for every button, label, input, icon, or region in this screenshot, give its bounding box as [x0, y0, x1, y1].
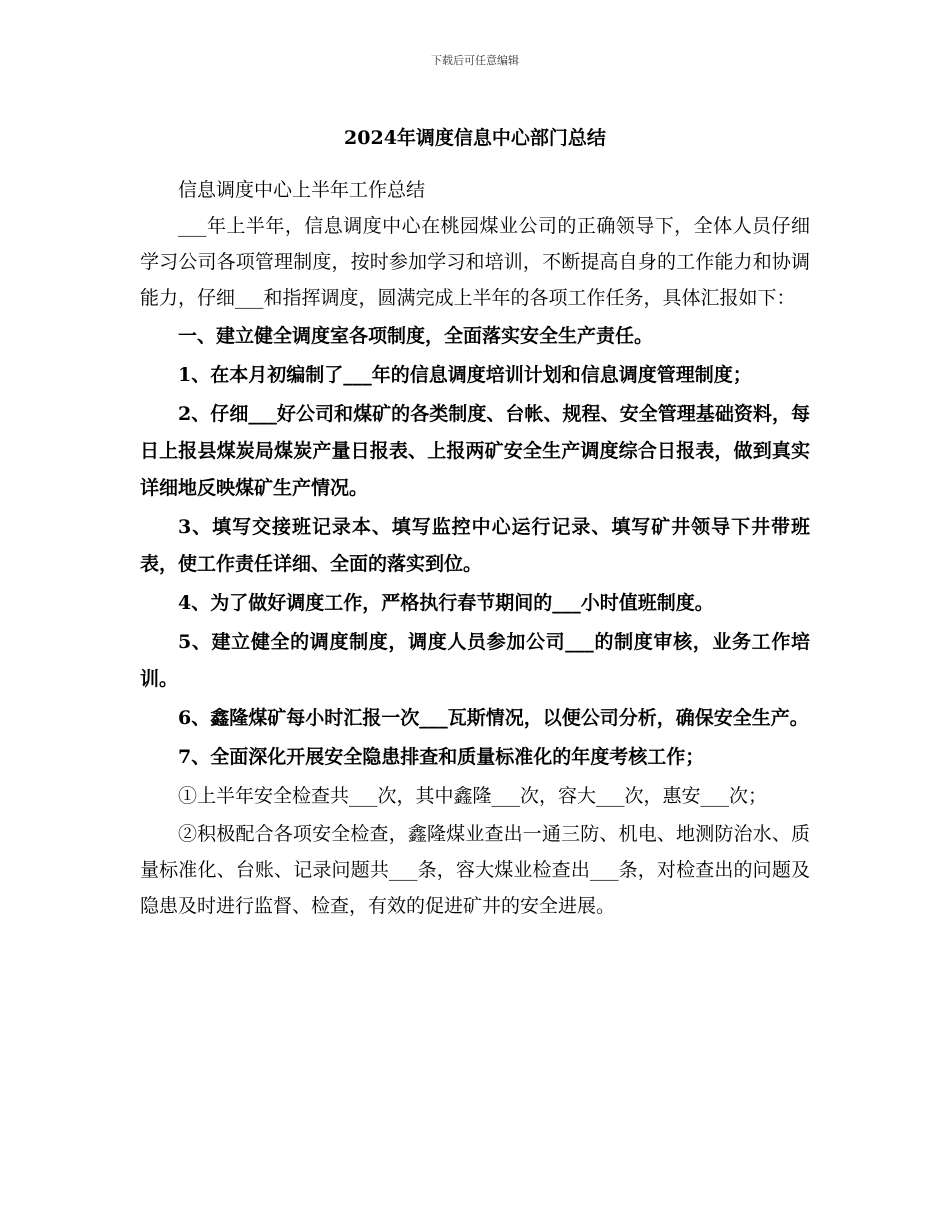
list-item-4: 4、为了做好调度工作，严格执行春节期间的___小时值班制度。 — [178, 592, 714, 614]
document-title: 2024年调度信息中心部门总结 — [344, 127, 606, 149]
page-header-note: 下载后可任意编辑 — [431, 54, 519, 67]
list-item-5: 5、建立健全的调度制度，调度人员参加公司___的制度审核，业务工作培训。 — [140, 631, 810, 690]
sub-item-2: ②积极配合各项安全检查，鑫隆煤业查出一通三防、机电、地测防治水、质量标准化、台账、记录问题共___条，容大煤业检查出___条，对检查出的问题及隐患及时进行监督、检查，有效的促进矿井的安全进展。 — [140, 823, 810, 917]
list-item-2: 2、仔细___好公司和煤矿的各类制度、台帐、规程、安全管理基础资料，每日上报县煤炭局煤炭产量日报表、上报两矿安全生产调度综合日报表，做到真实详细地反映煤矿生产情况。 — [140, 403, 810, 499]
section-subtitle: 信息调度中心上半年工作总结 — [178, 179, 426, 201]
list-item-3: 3、填写交接班记录本、填写监控中心运行记录、填写矿井领导下井带班表，使工作责任详细、全面的落实到位。 — [140, 516, 810, 575]
intro-paragraph: ___年上半年，信息调度中心在桃园煤业公司的正确领导下，全体人员仔细学习公司各项管理制度，按时参加学习和培训，不断提高自身的工作能力和协调能力，仔细___和指挥调度，圆满完成上半年的各项工作任务，具体汇报如下： — [140, 215, 810, 309]
list-item-6: 6、鑫隆煤矿每小时汇报一次___瓦斯情况，以便公司分析，确保安全生产。 — [178, 707, 809, 729]
section-heading-1: 一、建立健全调度室各项制度，全面落实安全生产责任。 — [178, 325, 654, 347]
list-item-7: 7、全面深化开展安全隐患排查和质量标准化的年度考核工作； — [178, 746, 705, 768]
document-body — [140, 172, 810, 926]
sub-item-1: ①上半年安全检查共___次，其中鑫隆___次，容大___次，惠安___次； — [178, 785, 768, 807]
list-item-1: 1、在本月初编制了___年的信息调度培训计划和信息调度管理制度； — [178, 364, 752, 386]
